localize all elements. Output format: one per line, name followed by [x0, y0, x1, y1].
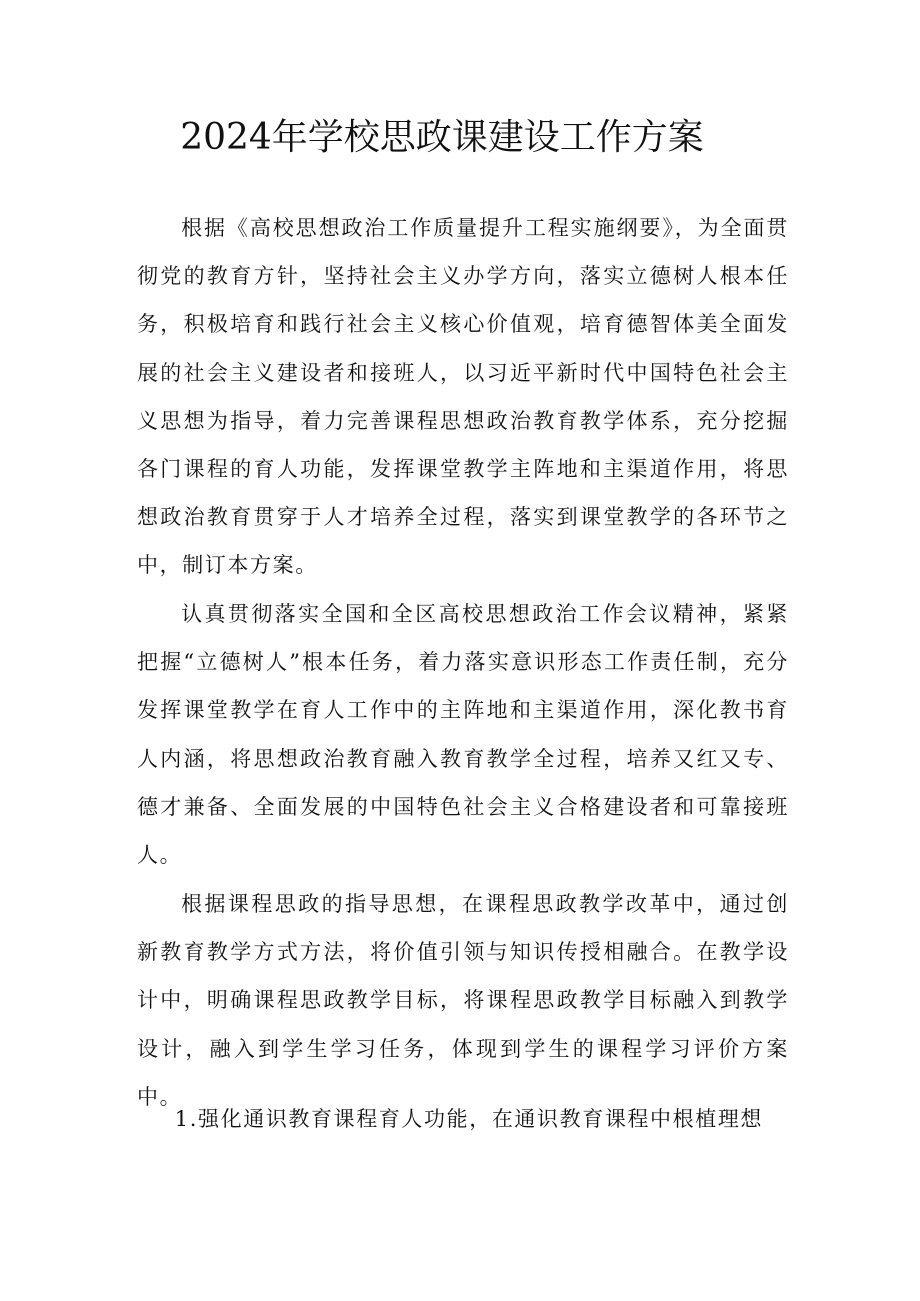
- paragraph-curriculum-reform: 根据课程思政的指导思想，在课程思政教学改革中，通过创新教育教学方式方法，将价值引领与知识传授相融合。在教学设计中，明确课程思政教学目标，将课程思政教学目标融入到教学设计，融入到学生学习任务，体现到学生的课程学习评价方案中。: [137, 892, 789, 1109]
- document-title: 2024年学校思政课建设工作方案: [180, 117, 704, 158]
- paragraph-guiding-basis: 根据《高校思想政治工作质量提升工程实施纲要》，为全面贯彻党的教育方针，坚持社会主义办学方向，落实立德树人根本任务，积极培育和践行社会主义核心价值观，培育德智体美全面发展的社会主义建设者和接班人，以习近平新时代中国特色社会主义思想为指导，着力完善课程思想政治教育教学体系，充分挖掘各门课程的育人功能，发挥课堂教学主阵地和主渠道作用，将思想政治教育贯穿于人才培养全过程，落实到课堂教学的各环节之中，制订本方案。: [137, 216, 789, 578]
- paragraph-item-1: 1.强化通识教育课程育人功能，在通识教育课程中根植理想: [174, 1107, 764, 1131]
- paragraph-implementation-spirit: 认真贯彻落实全国和全区高校思想政治工作会议精神，紧紧把握“立德树人”根本任务，着力落实意识形态工作责任制，充分发挥课堂教学在育人工作中的主阵地和主渠道作用，深化教书育人内涵，将思想政治教育融入教育教学全过程，培养又红又专、德才兼备、全面发展的中国特色社会主义合格建设者和可靠接班人。: [137, 602, 789, 868]
